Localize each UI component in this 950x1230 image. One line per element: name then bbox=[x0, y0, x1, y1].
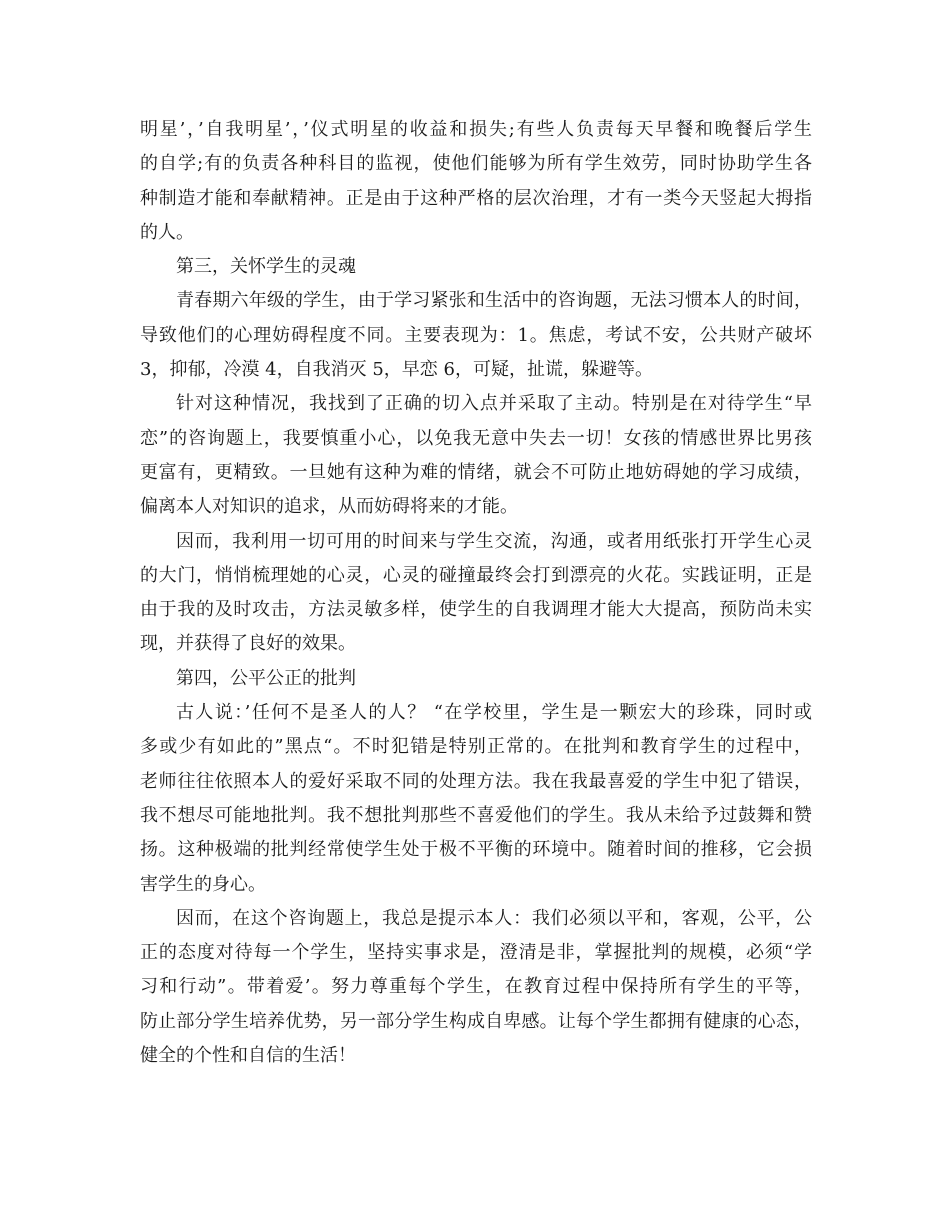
text-line: 青春期六年级的学生，由于学习紧张和生活中的咨询题，无法习惯本人的时间， bbox=[176, 290, 812, 312]
heading-text: 第三，关怀学生的灵魂 bbox=[176, 256, 356, 278]
text-line: 3，抑郁，冷漠 4，自我消灭 5，早恋 6，可疑，扯谎，躲避等。 bbox=[140, 359, 653, 381]
paragraph-1 bbox=[140, 113, 812, 250]
text-line: 更富有，更精致。一旦她有这种为难的情绪，就会不可防止地妨碍她的学习成绩， bbox=[140, 461, 812, 483]
paragraph-3 bbox=[140, 387, 812, 524]
text-line: 针对这种情况，我找到了正确的切入点并采取了主动。特别是在对待学生“早 bbox=[176, 393, 812, 415]
text-line: 的大门，悄悄梳理她的心灵，心灵的碰撞最终会打到漂亮的火花。实践证明，正是 bbox=[140, 564, 812, 586]
paragraph-6 bbox=[140, 902, 812, 1073]
text-line: 恋”的咨询题上，我要慎重小心，以免我无意中失去一切！女孩的情感世界比男孩 bbox=[140, 427, 812, 449]
text-line: 因而，我利用一切可用的时间来与学生交流，沟通，或者用纸张打开学生心灵 bbox=[176, 530, 812, 552]
text-line: 害学生的身心。 bbox=[140, 873, 266, 895]
paragraph-5 bbox=[140, 696, 812, 902]
text-line: 我不想尽可能地批判。我不想批判那些不喜爱他们的学生。我从未给予过鼓舞和赞 bbox=[140, 804, 812, 826]
text-line: 多或少有如此的”黑点“。不时犯错是特别正常的。在批判和教育学生的过程中， bbox=[140, 736, 812, 758]
text-line: 导致他们的心理妨碍程度不同。主要表现为：1。焦虑，考试不安，公共财产破坏 bbox=[140, 324, 812, 346]
text-line: 明星’，’自我明星’，’仪式明星的收益和损失;有些人负责每天早餐和晚餐后学生 bbox=[140, 119, 812, 140]
text-line: 防止部分学生培养优势，另一部分学生构成自卑感。让每个学生都拥有健康的心态， bbox=[140, 1010, 812, 1032]
text-line: 偏离本人对知识的追求，从而妨碍将来的才能。 bbox=[140, 496, 518, 518]
text-line: 古人说：’任何不是圣人的人？ “在学校里，学生是一颗宏大的珍珠，同时或 bbox=[176, 702, 812, 724]
text-line: 因而，在这个咨询题上，我总是提示本人：我们必须以平和，客观，公平，公 bbox=[176, 907, 812, 929]
text-line: 的人。 bbox=[140, 221, 194, 243]
text-line: 正的态度对待每一个学生，坚持实事求是，澄清是非，掌握批判的规模，必须“学 bbox=[140, 942, 812, 964]
section-heading-4 bbox=[140, 662, 812, 696]
text-line: 由于我的及时攻击，方法灵敏多样，使学生的自我调理才能大大提高，预防尚未实 bbox=[140, 599, 812, 621]
text-line: 扬。这种极端的批判经常使学生处于极不平衡的环境中。随着时间的推移，它会损 bbox=[140, 839, 812, 861]
text-line: 老师往往依照本人的爱好采取不同的处理方法。我在我最喜爱的学生中犯了错误， bbox=[140, 770, 812, 792]
section-heading-3 bbox=[140, 250, 812, 284]
text-line: 的自学;有的负责各种科目的监视，使他们能够为所有学生效劳，同时协助学生各 bbox=[140, 153, 812, 175]
document-body bbox=[140, 113, 812, 1073]
paragraph-4 bbox=[140, 525, 812, 662]
paragraph-2 bbox=[140, 284, 812, 387]
text-line: 健全的个性和自信的生活！ bbox=[140, 1045, 356, 1067]
text-line: 种制造才能和奉献精神。正是由于这种严格的层次治理，才有一类今天竖起大拇指 bbox=[140, 187, 812, 209]
text-line: 现，并获得了良好的效果。 bbox=[140, 633, 356, 655]
heading-text: 第四，公平公正的批判 bbox=[176, 667, 356, 689]
text-line: 习和行动”。带着爱’。努力尊重每个学生，在教育过程中保持所有学生的平等， bbox=[140, 976, 812, 998]
